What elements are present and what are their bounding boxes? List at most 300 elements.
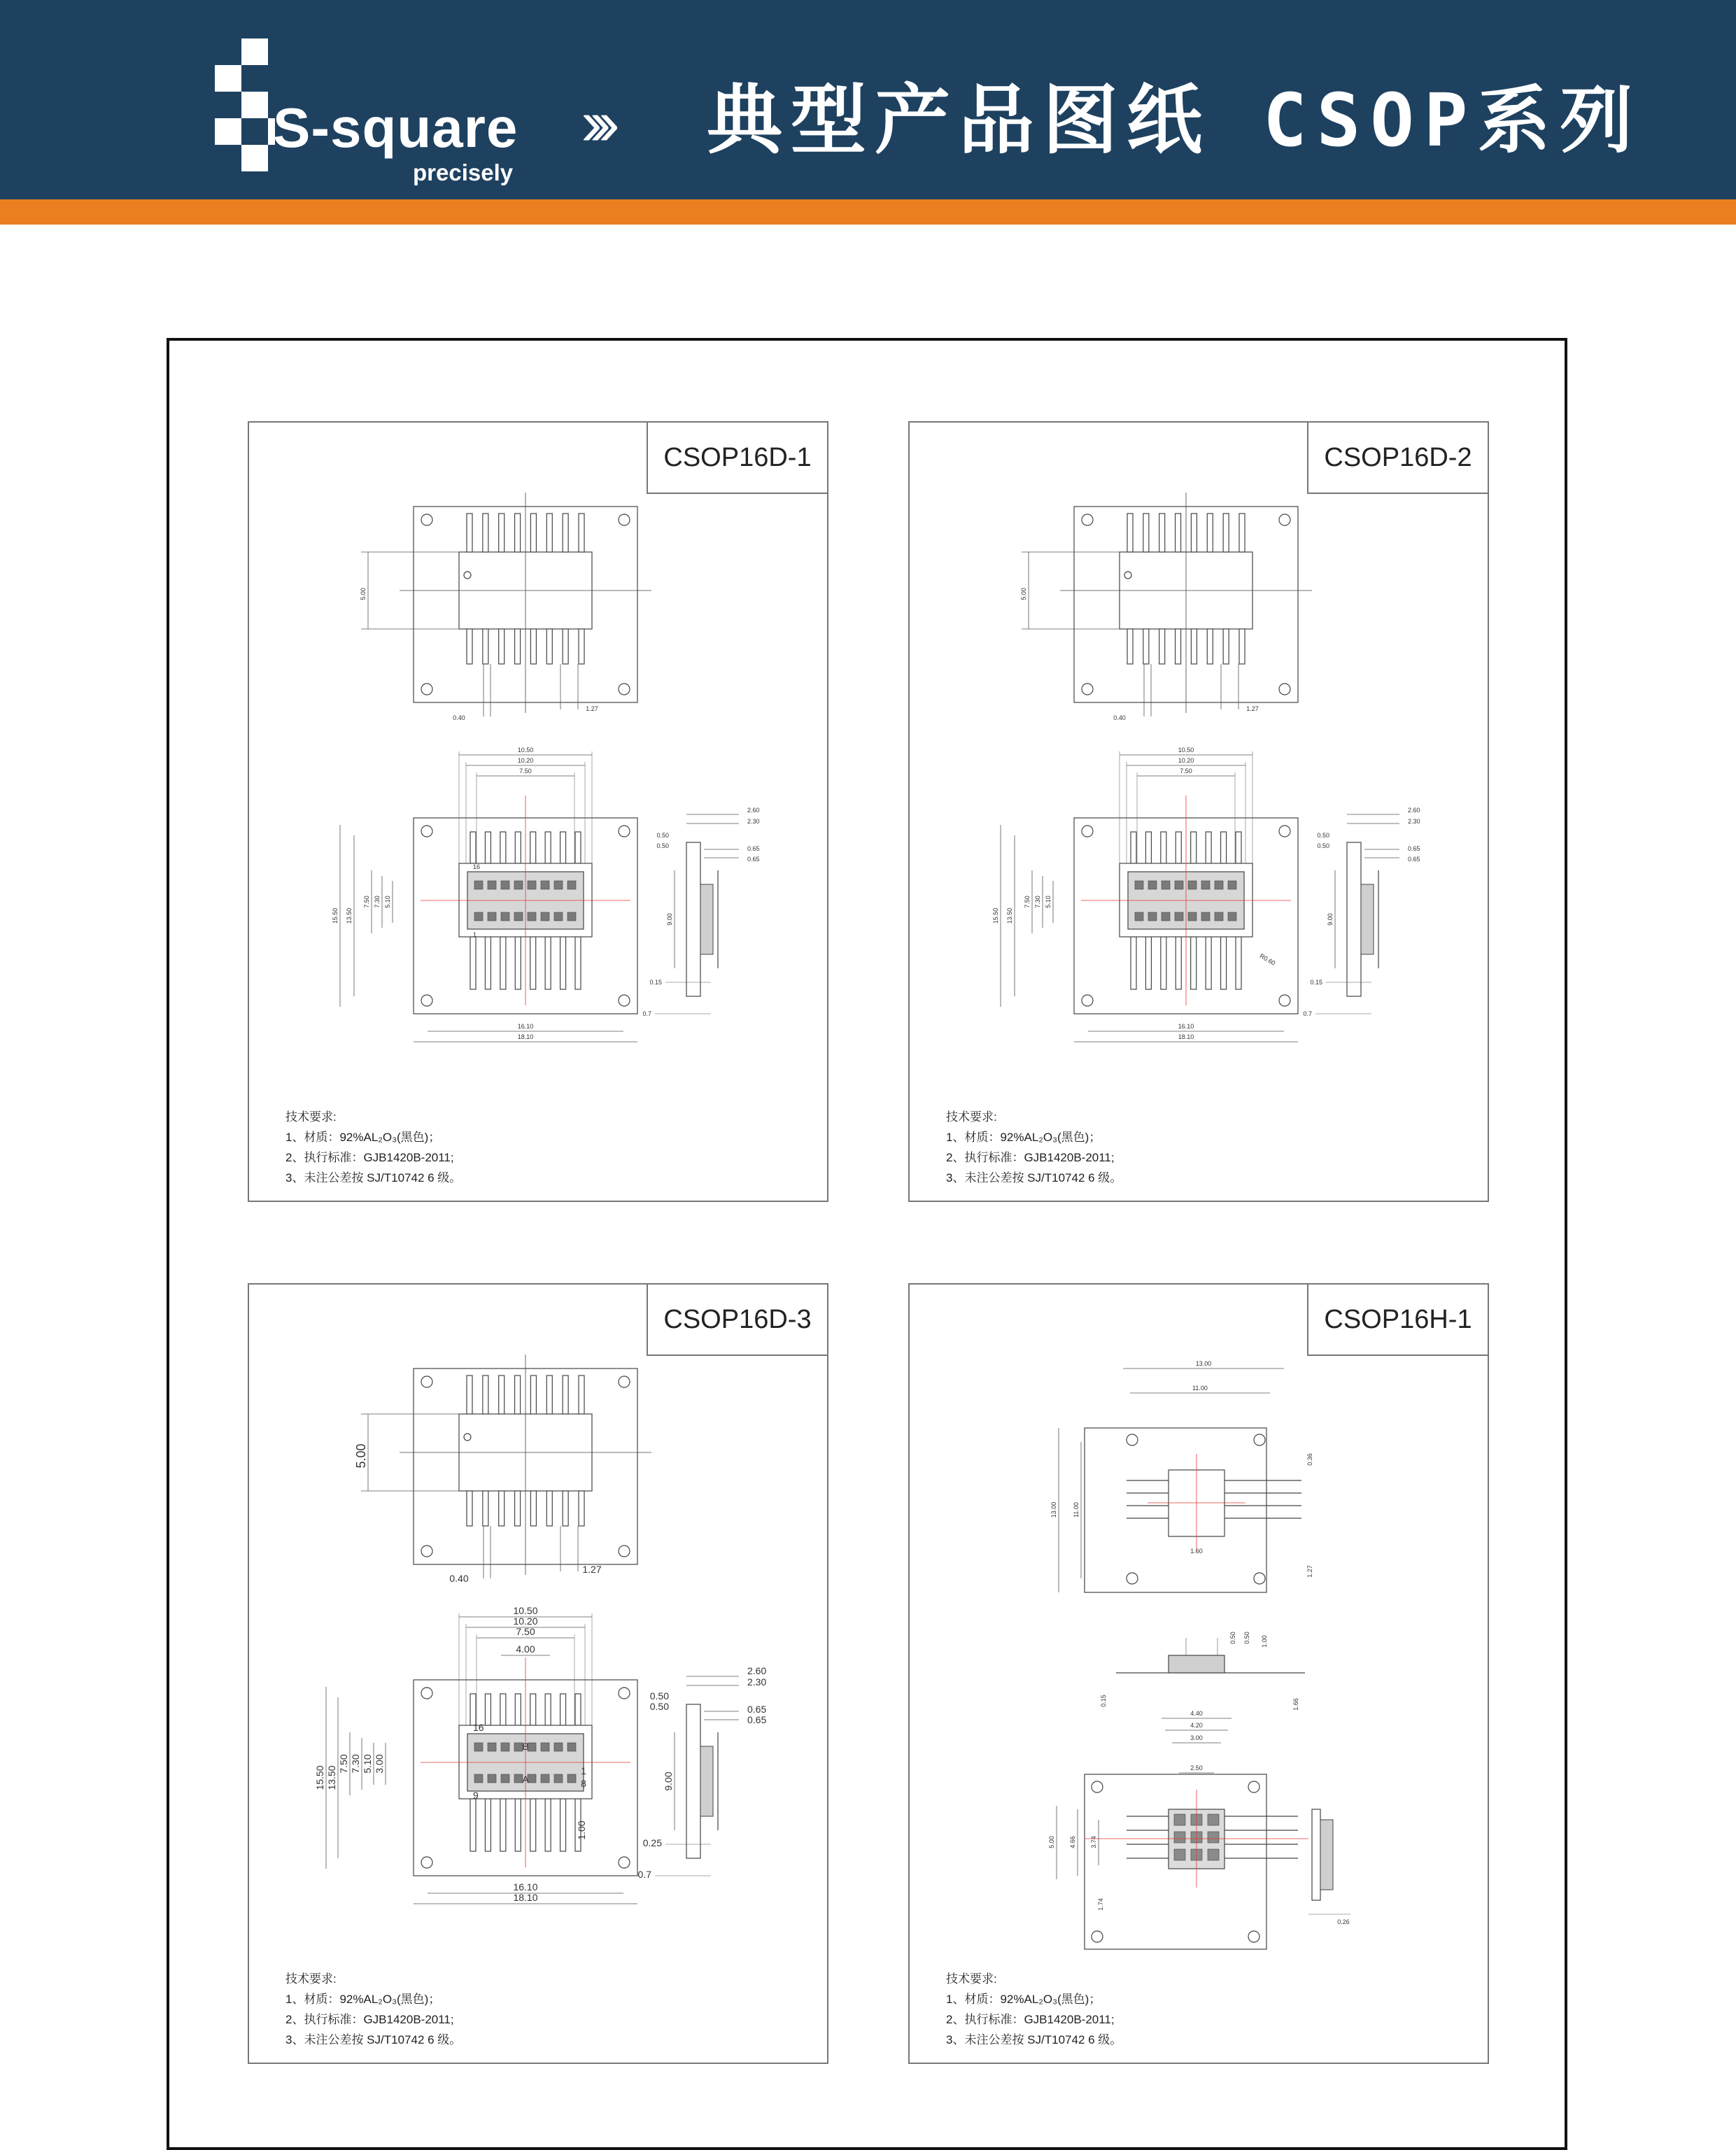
page-title: 典型产品图纸 [707,78,1211,162]
mount-hole [1082,826,1093,837]
dimension-label: 16 [473,1722,484,1733]
mount-hole [619,995,630,1006]
dimension-label: 11.00 [1073,1502,1080,1518]
dimension-label: 3.74 [1090,1836,1097,1848]
lead-pin [1145,832,1151,863]
lead-pin [1221,937,1227,989]
mount-hole [619,514,630,525]
bond-pad [554,912,563,921]
dimension-label: 4.66 [1069,1836,1076,1848]
dimension-label: 1.27 [582,1564,602,1575]
dimension-label: 5.00 [360,588,367,600]
dimension-label: 1.66 [1292,1698,1299,1711]
lead-pin [560,832,566,863]
lead-pin [530,514,536,552]
drawing-panel-csop16d-3 [248,1283,828,2064]
dimension-label: 2.30 [747,818,760,825]
dimension-label: 13.50 [1006,907,1013,924]
lead-pin [1131,937,1136,989]
mount-hole [1279,995,1290,1006]
drawing-panel-csop16h-1 [908,1283,1489,2064]
dimension-label: 0.65 [747,1704,767,1715]
dimension-label: 0.50 [656,832,669,839]
dimension-label: 1.27 [586,705,598,712]
bond-pad [1175,881,1183,889]
dimension-label: 2.60 [747,807,760,814]
dimension-label: 7.30 [1034,896,1041,908]
lead-pin [515,1375,521,1414]
lead-pin [1239,514,1245,552]
lead-pin [500,1694,506,1725]
bond-pad [528,881,536,889]
bond-pad [528,912,536,921]
dimension-label: 0.50 [1317,832,1329,839]
dimension-label: 13.50 [326,1765,337,1790]
dimension-label: 0.65 [747,1714,767,1725]
lead-pin [1127,629,1133,664]
lead-pin [1223,514,1229,552]
dimension-label: 2.30 [1408,818,1420,825]
mount-hole [421,1376,432,1387]
dimension-label: 1 [581,1765,586,1776]
note-item: 3、未注公差按 SJ/T10742 6 级。 [946,1171,1122,1184]
dimension-label: 2.60 [747,1665,767,1676]
bond-pad [541,881,549,889]
lead-pin [530,1799,536,1851]
dimension-label: 0.40 [453,714,465,721]
bond-pad [1201,881,1210,889]
bond-pad [514,912,523,921]
lead-pin [515,937,521,989]
dimension-label: 18.10 [513,1892,538,1903]
dimension-label: 1.00 [576,1820,587,1840]
bond-pad [1135,912,1143,921]
bond-pad [541,912,549,921]
orange-stripe [0,199,1736,225]
side-profile-hatch [700,884,713,954]
lead-pin [483,1375,488,1414]
dimension-label: 0.7 [1303,1010,1312,1017]
dimension-label: 16 [473,863,481,870]
bond-pad [1201,912,1210,921]
lead-pin [467,1375,472,1414]
technical-notes [946,1969,1122,2050]
dimension-label: 10.20 [513,1615,538,1627]
bond-pad [528,1774,536,1783]
lead-pin [1236,832,1241,863]
bond-pad [474,1743,483,1751]
technical-notes [285,1969,461,2050]
note-item: 3、未注公差按 SJ/T10742 6 级。 [285,1171,462,1184]
dimension-label: 0.65 [1408,856,1420,863]
dimension-label: 5.10 [384,896,391,908]
mount-hole [1127,1573,1138,1584]
mount-hole [1248,1931,1259,1942]
lead-pin [563,1491,568,1526]
lead-pin [1143,514,1149,552]
lead-pin [575,1694,581,1725]
dimension-label: 0.50 [656,842,669,849]
mount-hole [1248,1781,1259,1792]
bond-pad [488,912,496,921]
side-profile [686,842,700,996]
bond-pad [1162,912,1170,921]
dimension-label: 0.15 [1310,979,1322,986]
lead-pin [545,1799,551,1851]
lead-pin [1206,832,1211,863]
note-item: 2、执行标准：GJB1420B-2011; [946,2013,1115,2026]
dimension-label: 0.7 [642,1010,651,1017]
lead-pin [485,937,491,989]
lead-pin [1191,937,1197,989]
technical-notes [946,1107,1122,1188]
dimension-label: 7.50 [1180,768,1192,775]
dimension-label: A [522,1774,529,1785]
side-profile-hatch [1320,1820,1333,1890]
mount-hole [1092,1781,1103,1792]
dimension-label: 5.10 [1045,896,1052,908]
dimension-label: 2.60 [1408,807,1420,814]
lead-pin [485,1694,491,1725]
lead-pin [515,514,521,552]
notes-heading: 技术要求: [285,1972,337,1986]
lead-pin [575,937,581,989]
mount-hole [1279,826,1290,837]
mount-hole [619,826,630,837]
lead-pin [499,1491,504,1526]
bond-pad [1208,1832,1219,1843]
lead-pin [485,1799,491,1851]
mount-hole [421,684,432,695]
dimension-label: 18.10 [517,1033,534,1040]
dimension-label: 0.65 [1408,845,1420,852]
brand-name: S-square [273,97,518,159]
lead-pin [515,832,521,863]
dimension-label: 0.36 [1306,1453,1313,1466]
lead-pin [563,1375,568,1414]
dimension-label: 10.50 [1178,747,1194,754]
lead-pin [470,832,476,863]
lead-pin [530,1375,536,1414]
lead-pin [579,629,584,664]
lead-pin [579,1375,584,1414]
lead-pin [1176,514,1181,552]
dimension-label: 9.00 [663,1771,674,1791]
lead-pin [467,514,472,552]
side-profile [1347,842,1361,996]
bond-pad [528,1743,536,1751]
dimension-label: 10.50 [513,1605,538,1616]
lead-pin [560,1694,566,1725]
lead-pin [530,1491,536,1526]
bond-pad [567,912,576,921]
bond-pad [1208,1849,1219,1860]
dimension-label: 7.30 [374,896,381,908]
dimension-label: 5.10 [362,1754,373,1774]
dimension-label: 0.40 [449,1573,469,1584]
dimension-label: 15.50 [332,907,339,924]
panel-title: CSOP16H-1 [1307,1285,1488,1356]
bond-pad [1148,912,1157,921]
dimension-label: 16.10 [513,1881,538,1893]
mount-hole [619,1688,630,1699]
lead-pin [1191,629,1197,664]
dimension-label: 0.7 [637,1869,651,1880]
mount-hole [1127,1434,1138,1445]
dimension-label: 2.30 [747,1676,767,1688]
dimension-label: 16.10 [517,1023,534,1030]
bond-pad [1135,881,1143,889]
dimension-label: 7.50 [516,1626,535,1637]
bond-pad [1215,881,1223,889]
mount-hole [1092,1931,1103,1942]
bond-pad [501,1774,509,1783]
lead-pin [579,1491,584,1526]
bond-pad [567,1774,576,1783]
lead-pin [515,629,521,664]
dimension-label: 2.50 [1190,1764,1203,1771]
lead-pin [483,629,488,664]
dimension-label: 0.50 [1229,1632,1236,1644]
lead-pin [1191,514,1197,552]
mount-hole [1082,514,1093,525]
lead-pin [1159,629,1165,664]
dimension-label: 15.50 [314,1765,325,1790]
lead-pin [515,1694,521,1725]
bond-pad [474,1774,483,1783]
lead-pin [1176,629,1181,664]
lead-pin [579,514,584,552]
dimension-label: 0.50 [649,1701,669,1712]
mount-hole [619,684,630,695]
bond-pad [554,1743,563,1751]
dimension-label: 5.00 [354,1443,368,1469]
dimension-label: 15.50 [992,907,999,924]
bond-pad [1162,881,1170,889]
lead-pin [530,1694,536,1725]
note-item: 3、未注公差按 SJ/T10742 6 级。 [946,2033,1122,2046]
bond-pad [1174,1832,1185,1843]
lead-pin [499,629,504,664]
mount-hole [421,514,432,525]
dimension-label: 1.27 [1246,705,1259,712]
lead-pin [530,832,536,863]
lead-pin [515,1799,521,1851]
notes-heading: 技术要求: [946,1972,997,1986]
notes-heading: 技术要求: [285,1110,337,1124]
lead-pin [1191,832,1197,863]
lead-pin [530,937,536,989]
lead-pin [483,1491,488,1526]
chevron-arrows-icon: ››› [581,87,607,159]
note-item: 1、材质：92%AL₂O₃(黑色)； [285,1993,441,2006]
drawing-panel-csop16d-1 [248,421,828,1202]
side-profile-hatch [1361,884,1374,954]
technical-drawing [249,423,830,1094]
lead-pin [545,1694,551,1725]
dimension-label: 1.74 [1097,1898,1104,1911]
note-item: 2、执行标准：GJB1420B-2011; [285,1151,454,1164]
lead-pin [483,514,488,552]
lead-pin [560,937,566,989]
dimension-label: 7.50 [363,896,370,908]
bond-pad [1174,1849,1185,1860]
dimension-label: 13.00 [1050,1501,1057,1518]
brand-tagline: precisely [413,160,514,185]
lead-pin [546,1375,552,1414]
dimension-label: 1 [473,931,477,938]
bond-pad [488,1743,496,1751]
mount-hole [421,1546,432,1557]
bond-pad [488,881,496,889]
dimension-label: 18.10 [1178,1033,1194,1040]
mount-hole [619,1546,630,1557]
lead-pin [560,1799,566,1851]
dimension-label: 3.00 [1190,1734,1203,1741]
dimension-label: 7.50 [519,768,532,775]
lead-pin [467,1491,472,1526]
panel-title: CSOP16D-1 [647,423,827,494]
lead-pin [530,629,536,664]
bond-pad [474,912,483,921]
dimension-label: 0.50 [1243,1632,1250,1644]
lead-pin [1239,629,1245,664]
mount-hole [1279,684,1290,695]
dimension-label: 4.20 [1190,1722,1203,1729]
lead-pin [1206,937,1211,989]
lead-pin [1131,832,1136,863]
lead-pin [470,937,476,989]
dimension-label: 16.10 [1178,1023,1194,1030]
bond-pad [1148,881,1157,889]
dimension-label: 5.00 [1048,1836,1055,1848]
bond-pad [1188,881,1197,889]
bond-pad [554,1774,563,1783]
bond-pad [1215,912,1223,921]
dimension-label: 1.00 [1261,1635,1268,1648]
technical-drawing [249,1285,830,1956]
lead-pin [1143,629,1149,664]
panel-title: CSOP16D-2 [1307,423,1488,494]
bond-pad [501,1743,509,1751]
lead-pin [1221,832,1227,863]
lead-pin [1207,514,1213,552]
bond-pad [474,881,483,889]
dimension-label: 1.60 [1190,1548,1203,1555]
bond-pad [514,1743,523,1751]
dimension-label: 1.27 [1306,1565,1313,1578]
drawing-panel-csop16d-2 [908,421,1489,1202]
lead-pin [575,832,581,863]
lead-pin [1176,937,1181,989]
dimension-label: 0.26 [1337,1918,1350,1925]
dimension-label: 7.50 [338,1754,349,1774]
bond-pad [567,1743,576,1751]
bond-pad [501,912,509,921]
dimension-label: R0.60 [1258,952,1277,967]
dimension-label: 4.40 [1190,1710,1203,1717]
mount-hole [421,826,432,837]
note-item: 1、材质：92%AL₂O₃(黑色)； [946,1131,1101,1144]
bond-pad [567,881,576,889]
lead-pin [467,629,472,664]
lead-pin [1159,514,1165,552]
mount-hole [1254,1434,1265,1445]
note-item: 2、执行标准：GJB1420B-2011; [946,1151,1115,1164]
lead-pin [563,629,568,664]
lead-pin [470,1799,476,1851]
dimension-label: 7.30 [350,1754,361,1774]
mount-hole [1082,995,1093,1006]
dimension-label: 0.15 [1100,1695,1107,1707]
bond-pad [488,1774,496,1783]
dimension-label: 0.40 [1113,714,1126,721]
lead-pin [485,832,491,863]
mount-hole [421,1857,432,1868]
notes-heading: 技术要求: [946,1110,997,1124]
lead-pin [1176,832,1181,863]
bond-pad [514,1774,523,1783]
dimension-label: 10.20 [517,757,534,764]
dimension-label: 0.25 [642,1837,662,1848]
lead-pin [545,832,551,863]
mount-hole [1254,1573,1265,1584]
bond-pad [1228,912,1236,921]
technical-drawing [910,1285,1490,1956]
note-item: 3、未注公差按 SJ/T10742 6 级。 [285,2033,462,2046]
dimension-label: 0.65 [747,845,760,852]
dimension-label: 9.00 [666,913,673,926]
dimension-label: 13.00 [1195,1360,1212,1367]
bond-pad [1208,1814,1219,1825]
lead-pin [1161,832,1166,863]
bond-pad [541,1743,549,1751]
lead-pin [1145,937,1151,989]
note-item: 1、材质：92%AL₂O₃(黑色)； [285,1131,441,1144]
lead-pin [500,832,506,863]
dimension-label: B [522,1741,529,1752]
bond-pad [1188,912,1197,921]
side-profile [1312,1809,1320,1900]
lead-pin [546,629,552,664]
dimension-label: 7.50 [1024,896,1031,908]
dimension-label: 9 [473,1790,479,1801]
bond-pad [501,881,509,889]
mount-hole [1082,684,1093,695]
dimension-label: 4.00 [516,1643,535,1655]
panel-title: CSOP16D-3 [647,1285,827,1356]
mount-hole [1279,514,1290,525]
dimension-label: 0.65 [747,856,760,863]
dimension-label: 0.50 [1317,842,1329,849]
dimension-label: 3.00 [374,1754,385,1774]
lead-pin [546,514,552,552]
dimension-label: 5.00 [1020,588,1027,600]
lead-pin [500,1799,506,1851]
bond-pad [1175,912,1183,921]
lead-pin [499,514,504,552]
series-title: CSOP系列 [1263,78,1643,163]
technical-drawing [910,423,1490,1094]
dimension-label: 8 [581,1778,586,1789]
bond-pad [554,881,563,889]
dimension-label: 10.50 [517,747,534,754]
lead-pin [515,1491,521,1526]
side-profile-hatch [700,1746,713,1816]
dimension-label: 9.00 [1327,913,1334,926]
side-profile [1169,1655,1225,1673]
lead-pin [563,514,568,552]
